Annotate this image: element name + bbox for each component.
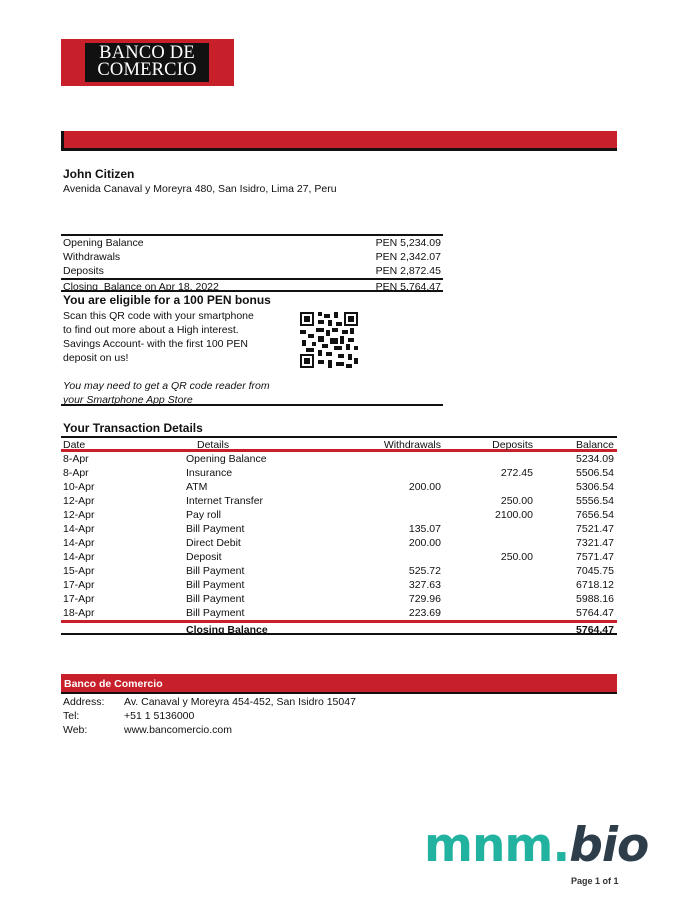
row-date: 10-Apr: [63, 481, 95, 493]
closing-balance-value: 5764.47: [576, 624, 614, 636]
footer-tel-label: Tel:: [63, 710, 80, 722]
row-details: Deposit: [186, 551, 222, 563]
row-withdrawal: 525.72: [408, 565, 441, 577]
summary-withdrawals-value: PEN 2,342.07: [375, 251, 441, 263]
table-row: [61, 550, 617, 564]
table-row: [61, 452, 617, 466]
transactions-table: [61, 436, 617, 635]
closing-balance-label: Closing Balance: [186, 624, 268, 636]
row-balance: 6718.12: [576, 579, 614, 591]
bank-logo: [61, 39, 234, 86]
footer-address-value: Av. Canaval y Moreyra 454-452, San Isidro 15047: [124, 696, 356, 708]
row-date: 17-Apr: [63, 579, 95, 591]
row-details: Opening Balance: [186, 453, 267, 465]
customer-address: Avenida Canaval y Moreyra 480, San Isidro, Lima 27, Peru: [63, 183, 337, 195]
bank-logo-text: [85, 43, 209, 82]
row-details: Bill Payment: [186, 607, 245, 619]
row-details: Insurance: [186, 467, 233, 479]
summary-deposits-label: Deposits: [63, 265, 104, 277]
transactions-title: Your Transaction Details: [63, 421, 203, 435]
row-date: 8-Apr: [63, 467, 89, 479]
table-row: [61, 494, 617, 508]
summary-closing-value: PEN 5,764.47: [375, 281, 441, 293]
row-balance: 7656.54: [576, 509, 614, 521]
row-date: 8-Apr: [63, 453, 89, 465]
table-row: [61, 592, 617, 606]
summary-withdrawals-label: Withdrawals: [63, 251, 121, 263]
row-date: 14-Apr: [63, 551, 95, 563]
row-balance: 5234.09: [576, 453, 614, 465]
row-date: 15-Apr: [63, 565, 95, 577]
row-date: 12-Apr: [63, 495, 95, 507]
header-bar: [61, 131, 617, 151]
row-details: Bill Payment: [186, 565, 245, 577]
row-deposit: 250.00: [500, 495, 533, 507]
table-row: [61, 564, 617, 578]
header-date: Date: [63, 439, 86, 451]
table-row: [61, 536, 617, 550]
header-withdrawals: Withdrawals: [383, 439, 441, 451]
summary-deposits-value: PEN 2,872.45: [375, 265, 441, 277]
promo-text: Scan this QR code with your smartphone to find out more about a High interest. Savings Account- with the first 100 PEN deposit on us!: [63, 310, 254, 364]
row-date: 18-Apr: [63, 607, 95, 619]
transactions-closing-row: [61, 620, 617, 635]
row-balance: 5556.54: [576, 495, 614, 507]
header-details: Details: [197, 439, 230, 451]
header-deposits: Deposits: [492, 439, 533, 451]
row-details: Bill Payment: [186, 523, 245, 535]
row-details: Bill Payment: [186, 579, 245, 591]
table-row: [61, 606, 617, 620]
summary-closing-row: [61, 278, 443, 292]
row-details: Bill Payment: [186, 593, 245, 605]
footer-contact-info: [63, 695, 463, 737]
promo-title: You are eligible for a 100 PEN bonus: [63, 293, 271, 307]
table-row: [61, 466, 617, 480]
logo-line-2: COMERCIO: [97, 60, 197, 80]
table-row: [61, 508, 617, 522]
row-balance: 7321.47: [576, 537, 614, 549]
row-date: 14-Apr: [63, 523, 95, 535]
watermark-part-2: bio: [569, 818, 649, 873]
row-withdrawal: 327.63: [408, 579, 441, 591]
row-deposit: 272.45: [500, 467, 533, 479]
footer-address-row: [63, 695, 463, 709]
summary-opening-row: [61, 236, 443, 250]
row-deposit: 250.00: [500, 551, 533, 563]
row-withdrawal: 200.00: [408, 537, 441, 549]
footer-bank-name: Banco de Comercio: [61, 674, 617, 694]
summary-opening-value: PEN 5,234.09: [375, 237, 441, 249]
footer-web-label: Web:: [63, 724, 88, 736]
promo-divider: [61, 404, 443, 406]
row-withdrawal: 200.00: [408, 481, 441, 493]
footer-web-row: [63, 723, 463, 737]
row-details: ATM: [186, 481, 208, 493]
page-number: Page 1 of 1: [571, 876, 619, 886]
promo-note: You may need to get a QR code reader from your Smartphone App Store: [63, 380, 270, 406]
qr-code-icon[interactable]: [300, 312, 358, 368]
footer-tel-value: +51 1 5136000: [124, 710, 195, 722]
row-withdrawal: 729.96: [408, 593, 441, 605]
row-details: Pay roll: [186, 509, 222, 521]
table-row: [61, 480, 617, 494]
row-balance: 7571.47: [576, 551, 614, 563]
row-details: Direct Debit: [186, 537, 241, 549]
row-withdrawal: 135.07: [408, 523, 441, 535]
row-balance: 5988.16: [576, 593, 614, 605]
row-balance: 7045.75: [576, 565, 614, 577]
watermark-logo: [424, 818, 648, 874]
transactions-header: [61, 438, 617, 452]
customer-name: John Citizen: [63, 167, 135, 181]
table-row: [61, 522, 617, 536]
footer-web-link[interactable]: www.bancomercio.com: [124, 724, 232, 736]
table-row: [61, 578, 617, 592]
summary-opening-label: Opening Balance: [63, 237, 144, 249]
footer-tel-row: [63, 709, 463, 723]
summary-withdrawals-row: [61, 250, 443, 264]
transactions-rows: [61, 452, 617, 620]
row-details: Internet Transfer: [186, 495, 264, 507]
balance-summary: [61, 234, 443, 292]
row-date: 12-Apr: [63, 509, 95, 521]
row-withdrawal: 223.69: [408, 607, 441, 619]
row-deposit: 2100.00: [495, 509, 533, 521]
footer-address-label: Address:: [63, 696, 105, 708]
summary-closing-label: Closing Balance on Apr 18, 2022: [63, 281, 219, 293]
row-balance: 7521.47: [576, 523, 614, 535]
row-balance: 5764.47: [576, 607, 614, 619]
row-date: 14-Apr: [63, 537, 95, 549]
summary-deposits-row: [61, 264, 443, 278]
row-balance: 5506.54: [576, 467, 614, 479]
row-balance: 5306.54: [576, 481, 614, 493]
watermark-part-1: mnm.: [424, 818, 570, 873]
header-balance: Balance: [576, 439, 614, 451]
logo-line-1: BANCO DE: [99, 43, 195, 63]
row-date: 17-Apr: [63, 593, 95, 605]
